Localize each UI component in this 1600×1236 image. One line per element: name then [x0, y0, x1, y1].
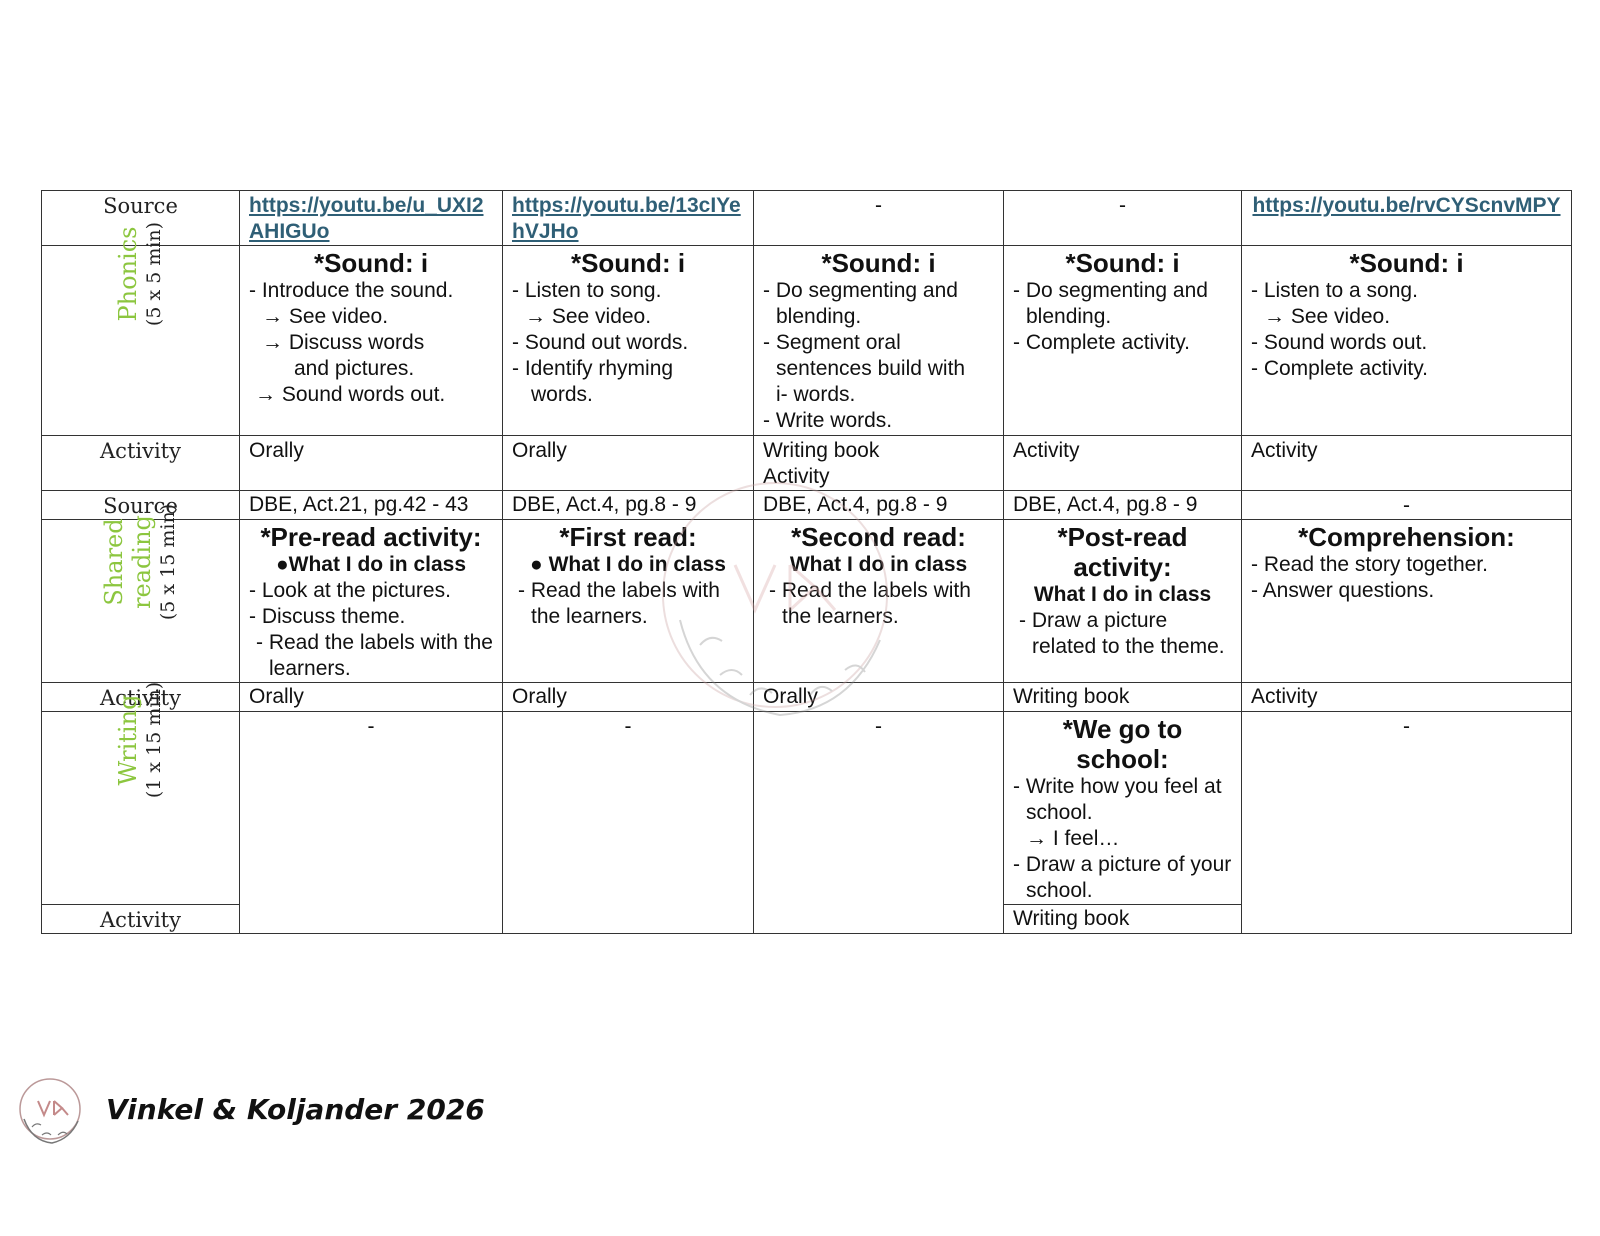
writing-cell-thu — [1004, 712, 1242, 905]
phonics-line: → Sound words out. — [255, 383, 446, 406]
phonics-source-link-fri[interactable]: https://youtu.be/rvCYScnvMPY — [1252, 194, 1561, 217]
reading-cell-tue — [503, 520, 754, 683]
phonics-line: i- words. — [776, 383, 856, 406]
phonics-line: → See video. — [525, 305, 652, 328]
phonics-source-wed: - — [754, 191, 1004, 246]
phonics-cell-thu — [1004, 246, 1242, 436]
reading-title-tue: *First read: — [559, 522, 697, 552]
phonics-line: - Do segmenting and — [1013, 279, 1208, 302]
writing-time: (1 x 15 min) — [143, 681, 166, 799]
phonics-line: → See video. — [1264, 305, 1391, 328]
reading-title-thu: *Post-read activity: — [1057, 522, 1188, 582]
reading-subtitle-thu: What I do in class — [1033, 583, 1212, 606]
footer-logo-leaves — [32, 1124, 67, 1135]
reading-source-thu: DBE, Act.4, pg.8 - 9 — [1004, 491, 1242, 520]
phonics-source-link-tue[interactable]: https://youtu.be/13cIYehVJHo — [512, 194, 741, 243]
phonics-cell-fri — [1242, 246, 1572, 436]
activity-line: Writing book — [763, 439, 880, 462]
reading-cell-thu — [1004, 520, 1242, 683]
phonics-source-link-mon[interactable]: https://youtu.be/u_UXI2AHIGUo — [249, 194, 484, 243]
reading-line: - Draw a picture related to the theme. — [1019, 609, 1225, 658]
reading-activity-mon: Orally — [240, 683, 503, 712]
writing-title-thu: *We go to school: — [1062, 714, 1183, 774]
reading-subtitle-mon: ●What I do in class — [275, 553, 467, 576]
phonics-cell-wed — [754, 246, 1004, 436]
reading-source-label: Source — [42, 491, 240, 520]
phonics-line: - Listen to song. — [512, 279, 662, 302]
phonics-line: words. — [531, 383, 593, 406]
reading-subtitle-wed: What I do in class — [789, 553, 968, 576]
phonics-title-thu: *Sound: i — [1065, 248, 1180, 278]
phonics-line: - Complete activity. — [1013, 331, 1190, 354]
phonics-line: - Listen to a song. — [1251, 279, 1418, 302]
reading-title-wed: *Second read: — [791, 522, 966, 552]
phonics-line: - Complete activity. — [1251, 357, 1428, 380]
reading-activity-label: Activity — [42, 683, 240, 712]
writing-cell-wed: - — [754, 712, 1004, 934]
writing-line: - Draw a picture of your school. — [1013, 853, 1232, 902]
phonics-source-thu: - — [1004, 191, 1242, 246]
phonics-line: sentences build with — [776, 357, 966, 380]
phonics-line: - Sound words out. — [1251, 331, 1428, 354]
phonics-cell-mon — [240, 246, 503, 436]
phonics-line: - Identify rhyming — [512, 357, 674, 380]
phonics-activity-mon: Orally — [240, 436, 503, 491]
reading-heading-2: reading — [128, 515, 157, 609]
reading-source-mon: DBE, Act.21, pg.42 - 43 — [240, 491, 503, 520]
phonics-line: blending. — [776, 305, 862, 328]
phonics-line: - Introduce the sound. — [249, 279, 454, 302]
phonics-line: and pictures. — [294, 357, 415, 380]
lesson-plan-table — [41, 190, 1572, 934]
reading-activity-fri: Activity — [1242, 683, 1572, 712]
reading-line: - Answer questions. — [1251, 579, 1435, 602]
phonics-source-label: Source — [42, 191, 240, 246]
footer-logo-monogram — [38, 1101, 68, 1115]
writing-cell-tue: - — [503, 712, 754, 934]
phonics-title-fri: *Sound: i — [1349, 248, 1464, 278]
reading-activity-tue: Orally — [503, 683, 754, 712]
phonics-label-cell — [42, 221, 240, 436]
reading-source-fri: - — [1242, 491, 1572, 520]
phonics-line: - Sound out words. — [512, 331, 689, 354]
footer-credit: Vinkel & Koljander 2026 — [106, 1093, 485, 1126]
reading-time: (5 x 15 min) — [157, 503, 180, 621]
writing-activity-label: Activity — [42, 905, 240, 934]
phonics-title-tue: *Sound: i — [570, 248, 686, 278]
phonics-title-wed: *Sound: i — [821, 248, 936, 278]
phonics-time: (5 x 5 min) — [143, 221, 166, 327]
phonics-heading: Phonics — [114, 226, 143, 322]
writing-cell-fri: - — [1242, 712, 1572, 934]
reading-heading-1: Shared — [100, 518, 129, 606]
reading-source-wed: DBE, Act.4, pg.8 - 9 — [754, 491, 1004, 520]
reading-line: - Read the story together. — [1251, 553, 1488, 576]
reading-activity-thu: Writing book — [1004, 683, 1242, 712]
reading-title-fri: *Comprehension: — [1298, 522, 1515, 552]
reading-cell-fri — [1242, 520, 1572, 683]
footer-logo-icon — [14, 1075, 86, 1147]
writing-line: → I feel… — [1026, 827, 1120, 850]
activity-line: Activity — [763, 465, 830, 488]
phonics-cell-tue — [503, 246, 754, 436]
phonics-activity-thu: Activity — [1004, 436, 1242, 491]
reading-subtitle-tue: ● What I do in class — [530, 553, 726, 576]
reading-line: - Read the labels with the learners. — [769, 579, 971, 628]
reading-line: - Look at the pictures. — [249, 579, 451, 602]
phonics-line: - Write words. — [763, 409, 893, 432]
writing-cell-mon: - — [240, 712, 503, 934]
writing-heading: Writing — [114, 694, 143, 786]
reading-line: - Read the labels with the learners. — [256, 631, 493, 680]
reading-source-tue: DBE, Act.4, pg.8 - 9 — [503, 491, 754, 520]
phonics-activity-label: Activity — [42, 436, 240, 491]
reading-activity-wed: Orally — [754, 683, 1004, 712]
writing-activity-thu: Writing book — [1004, 905, 1242, 934]
phonics-activity-fri: Activity — [1242, 436, 1572, 491]
phonics-line: → See video. — [262, 305, 389, 328]
reading-line: - Discuss theme. — [249, 605, 406, 628]
phonics-line: blending. — [1026, 305, 1112, 328]
phonics-title-mon: *Sound: i — [313, 248, 429, 278]
phonics-activity-tue: Orally — [503, 436, 754, 491]
reading-line: - Read the labels with the learners. — [518, 579, 720, 628]
writing-line: - Write how you feel at school. — [1013, 775, 1222, 824]
phonics-line: - Do segmenting and — [763, 279, 958, 302]
reading-cell-mon — [240, 520, 503, 683]
phonics-line: - Segment oral — [763, 331, 901, 354]
reading-cell-wed — [754, 520, 1004, 683]
phonics-activity-wed — [754, 436, 1004, 491]
phonics-line: → Discuss words — [262, 331, 425, 354]
reading-title-mon: *Pre-read activity: — [260, 522, 482, 552]
